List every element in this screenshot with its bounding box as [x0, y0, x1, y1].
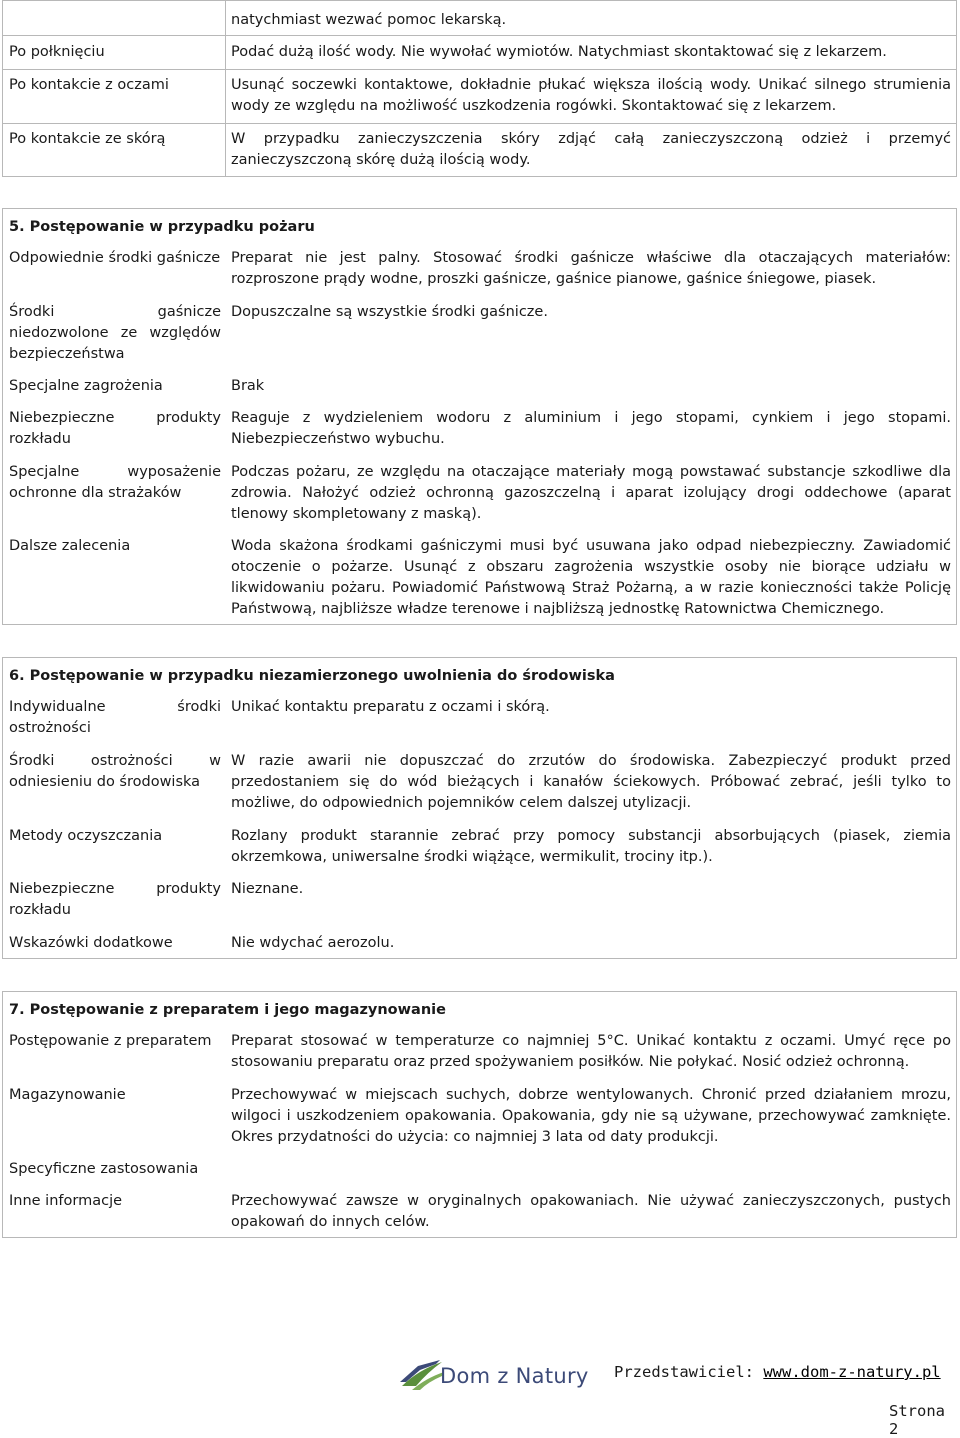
release-label-line: rozkładu — [9, 902, 71, 918]
row-divider — [3, 35, 956, 36]
row-divider — [3, 123, 956, 124]
fire-value: Brak — [231, 378, 265, 394]
fire-label-line: Niebezpieczne produkty — [9, 410, 221, 426]
fire-label: Odpowiednie środki gaśnicze — [9, 250, 221, 266]
release-label-line: ostrożności — [9, 720, 91, 736]
fire-label: Dalsze zalecenia — [9, 538, 131, 554]
first-aid-value: Usunąć soczewki kontaktowe, dokładnie płukać większa ilością wody. Unikać silnego strumienia wody ze względu na możliwość uszkodzenia rogówki. Skontaktować się z lekarzem. — [231, 77, 951, 114]
handling-label: Magazynowanie — [9, 1087, 126, 1103]
fire-value: Podczas pożaru, ze względu na otaczające materiały mogą powstawać substancje szkodliwe dla zdrowia. Nałożyć odzież ochronną gazoszczelną i aparat izolujący drogi oddechowe (aparat tlenowy skompletowany z maską). — [231, 464, 951, 522]
first-aid-value: natychmiast wezwać pomoc lekarską. — [231, 12, 507, 28]
logo-text: Dom z Natury — [440, 1364, 589, 1388]
fire-value: Woda skażona środkami gaśniczymi musi być usuwana jako odpad niebezpieczny. Zawiadomić otoczenie o pożarze. Usunąć z obszaru zagrożenia wszystkie osoby nie biorące udziału w likwidowaniu pożaru. Powiadomić Państwową Straż Pożarną, a w razie konieczności także Policję Państwową, najbliższe władze terenowe i najbliższą jednostkę Ratownictwa Chemicznego. — [231, 538, 951, 617]
fire-value: Preparat nie jest palny. Stosować środki gaśnicze właściwe dla otaczających materiałów: rozproszone prądy wodne, proszki gaśnicze, gaśnice pianowe, gaśnice śniegowe, piasek. — [231, 250, 951, 287]
release-value: Nie wdychać aerozolu. — [231, 935, 395, 951]
first-aid-table — [2, 0, 957, 177]
fire-label-line: bezpieczeństwa — [9, 346, 125, 362]
release-label — [9, 879, 221, 921]
fire-label-line: rozkładu — [9, 431, 71, 447]
fire-label — [9, 302, 221, 365]
handling-label: Postępowanie z preparatem — [9, 1033, 212, 1049]
fire-label-line: Specjalne wyposażenie — [9, 464, 221, 480]
website-link[interactable]: www.dom-z-natury.pl — [763, 1363, 941, 1381]
representatives — [614, 1363, 941, 1381]
handling-value: Przechowywać zawsze w oryginalnych opakowaniach. Nie używać zanieczyszczonych, pustych opakowań do innych celów. — [231, 1193, 951, 1230]
release-section — [2, 657, 957, 959]
page-number: Strona 2 — [889, 1402, 945, 1438]
section-title: 5. Postępowanie w przypadku pożaru — [9, 219, 315, 235]
handling-section — [2, 991, 957, 1238]
fire-value: Dopuszczalne są wszystkie środki gaśnicze. — [231, 304, 548, 320]
fire-label-line: niedozwolone ze względów — [9, 325, 221, 341]
representatives-label: Przedstawiciel: — [614, 1363, 754, 1381]
release-label: Metody oczyszczania — [9, 828, 163, 844]
row-divider — [3, 69, 956, 70]
release-label — [9, 751, 221, 793]
release-label-line: odniesieniu do środowiska — [9, 774, 201, 790]
first-aid-value: W przypadku zanieczyszczenia skóry zdjąć całą zanieczyszczoną odzież i przemyć zanieczyszczoną skórę dużą ilością wody. — [231, 131, 951, 168]
first-aid-value: Podać dużą ilość wody. Nie wywołać wymiotów. Natychmiast skontaktować się z lekarzem. — [231, 44, 887, 60]
release-label — [9, 697, 221, 739]
fire-value: Reaguje z wydzieleniem wodoru z aluminium i jego stopami, cynkiem i jego stopami. Niebezpieczeństwo wybuchu. — [231, 410, 951, 447]
release-value: Rozlany produkt starannie zebrać przy pomocy substancji absorbujących (piasek, ziemia okrzemkowa, uniwersalne środki wiążące, wermikulit, trociny itp.). — [231, 828, 951, 865]
release-label-line: Środki ostrożności w — [9, 753, 221, 769]
release-value: W razie awarii nie dopuszczać do zrzutów do środowiska. Zabezpieczyć produkt przed przedostaniem się do wód bieżących i kanałów ściekowych. Próbować zebrać, jeśli tylko to możliwe, do odpowiednich pojemników celem dalszej utylizacji. — [231, 753, 951, 811]
release-label-line: Indywidualne środki — [9, 699, 221, 715]
fire-section — [2, 208, 957, 625]
release-value: Unikać kontaktu preparatu z oczami i skórą. — [231, 699, 550, 715]
handling-value: Przechowywać w miejscach suchych, dobrze wentylowanych. Chronić przed działaniem mrozu, wilgoci i uszkodzeniem opakowania. Opakowania, gdy nie są używane, przechowywać zamknięte. Okres przydatności do użycia: co najmniej 3 lata od daty produkcji. — [231, 1087, 951, 1145]
fire-label — [9, 462, 221, 504]
release-value: Nieznane. — [231, 881, 304, 897]
fire-label-line: Środki gaśnicze — [9, 304, 221, 320]
release-label-line: Niebezpieczne produkty — [9, 881, 221, 897]
fire-label — [9, 408, 221, 450]
fire-label-line: ochronne dla strażaków — [9, 485, 182, 501]
first-aid-label: Po kontakcie z oczami — [9, 77, 169, 93]
section-title: 6. Postępowanie w przypadku niezamierzonego uwolnienia do środowiska — [9, 668, 615, 684]
first-aid-label: Po połknięciu — [9, 44, 105, 60]
handling-label: Specyficzne zastosowania — [9, 1161, 199, 1177]
handling-value: Preparat stosować w temperaturze co najmniej 5°C. Unikać kontaktu z oczami. Umyć ręce po stosowaniu preparatu oraz przed spożywaniem posiłków. Nie połykać. Nosić odzież ochronną. — [231, 1033, 951, 1070]
release-label: Wskazówki dodatkowe — [9, 935, 173, 951]
column-divider — [225, 1, 226, 176]
handling-label: Inne informacje — [9, 1193, 123, 1209]
section-title: 7. Postępowanie z preparatem i jego magazynowanie — [9, 1002, 446, 1018]
fire-label: Specjalne zagrożenia — [9, 378, 163, 394]
first-aid-label: Po kontakcie ze skórą — [9, 131, 166, 147]
